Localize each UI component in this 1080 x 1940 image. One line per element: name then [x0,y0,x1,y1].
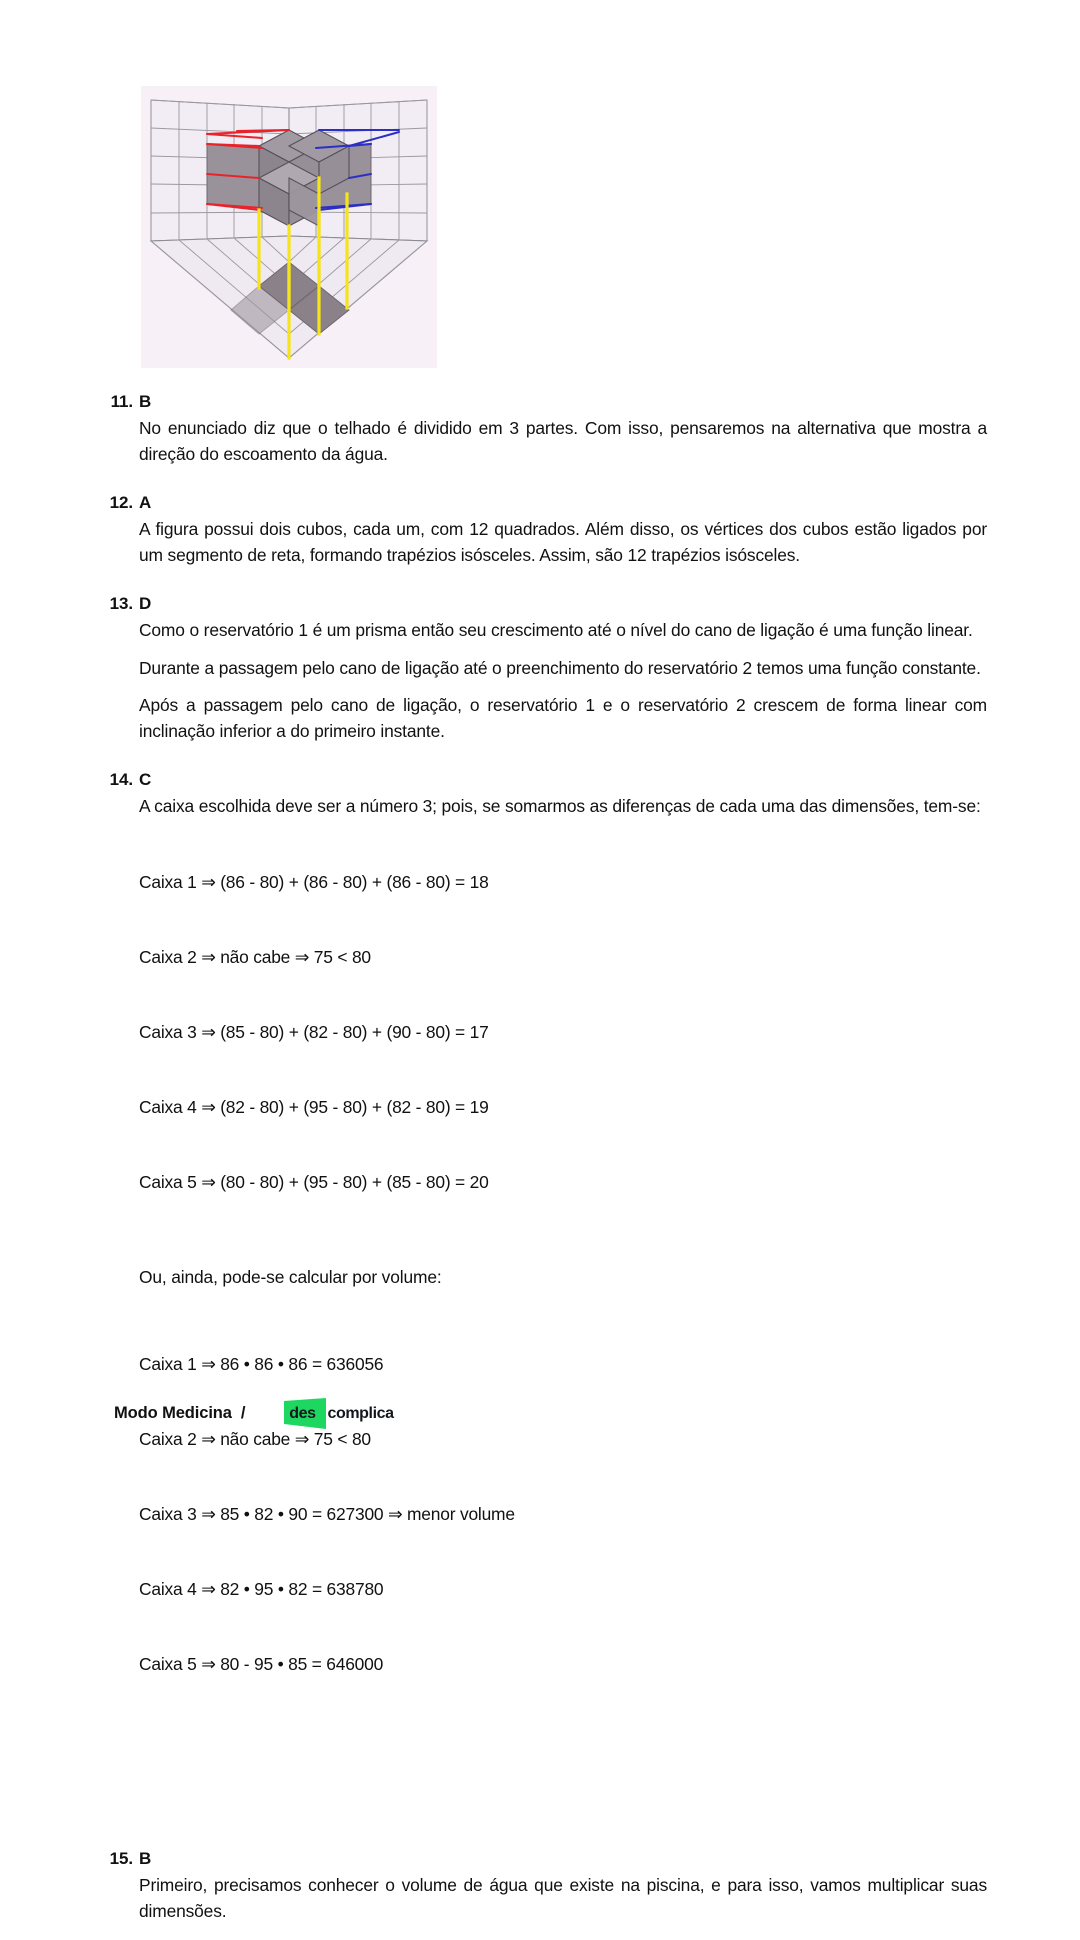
item-11-paragraph-1: No enunciado diz que o telhado é dividido em 3 partes. Com isso, pensaremos na alternativa que mostra a direção do escoamento da água. [139,418,987,464]
item-13-paragraph-1: Como o reservatório 1 é um prisma então seu crescimento até o nível do cano de ligação é uma função linear. [139,620,973,640]
item-11-number: 11. [110,392,133,411]
item-12-paragraph-1: A figura possui dois cubos, cada um, com 12 quadrados. Além disso, os vértices dos cubos estão ligados por um segmento de reta, formando trapézios isósceles. Assim, são 12 trapézios isósceles. [139,519,987,565]
item-13-number: 13. [109,594,133,613]
item-11-answer-letter: B [139,392,152,411]
calc-line-vol-3: Caixa 3 ⇒ 85 • 82 • 90 = 627300 ⇒ menor volume [139,1504,515,1524]
answers-content [103,390,987,1940]
descomplica-logo-mark [274,1398,326,1429]
calc-line-vol-4: Caixa 4 ⇒ 82 • 95 • 82 = 638780 [139,1579,384,1599]
item-13-body [139,618,987,744]
calc-line-vol-1: Caixa 1 ⇒ 86 • 86 • 86 = 636056 [139,1354,384,1374]
item-13-paragraph-3: Após a passagem pelo cano de ligação, o reservatório 1 e o reservatório 2 crescem de forma linear com inclinação inferior a do primeiro instante. [139,695,987,741]
footer-brand-label: Modo Medicina [114,1404,232,1422]
answer-item-15 [103,1847,987,1924]
calc-line-vol-5: Caixa 5 ⇒ 80 - 95 • 85 = 646000 [139,1654,384,1674]
item-14-volume-intro: Ou, ainda, pode-se calcular por volume: [139,1266,442,1287]
item-11-header [103,390,987,414]
item-12-header [103,491,987,515]
item-15-paragraph-1: Primeiro, precisamos conhecer o volume de água que existe na piscina, e para isso, vamos multiplicar suas dimensões. [139,1875,987,1921]
item-13-header [103,592,987,616]
item-15-number: 15. [109,1849,133,1868]
calc-line-sum-1: Caixa 1 ⇒ (86 - 80) + (86 - 80) + (86 - 80) = 18 [139,871,489,892]
item-14-number: 14. [109,770,133,789]
answer-item-13 [103,592,987,744]
item-14-volume-calculations [139,1302,987,1727]
item-13-paragraph-2: Durante a passagem pelo cano de ligação até o preenchimento do reservatório 2 temos uma função constante. [139,657,981,678]
item-14-header [103,768,987,792]
item-11-body [139,416,987,467]
item-15-answer-letter: B [139,1849,152,1868]
logo-des-text: des [289,1404,316,1422]
descomplica-logo [274,1398,393,1429]
logo-complica-text: complica [327,1404,394,1422]
item-15-body [139,1873,987,1924]
calc-line-vol-2: Caixa 2 ⇒ não cabe ⇒ 75 < 80 [139,1429,371,1449]
item-14-sum-calculations [139,820,987,1245]
answer-item-12 [103,491,987,568]
item-14-body [139,794,987,1727]
item-14-intro: A caixa escolhida deve ser a número 3; pois, se somarmos as diferenças de cada uma das dimensões, tem-se: [139,796,981,816]
footer-separator: / [240,1404,246,1422]
answer-item-14 [103,768,987,1727]
item-12-body [139,517,987,568]
answer-item-11 [103,390,987,467]
item-14-answer-letter: C [139,770,152,789]
figure-svg [141,86,437,368]
item-12-answer-letter: A [139,493,152,512]
item-13-answer-letter: D [139,594,152,613]
section-spacer [103,1743,987,1847]
cubes-projection-figure [141,86,437,368]
calc-line-sum-2: Caixa 2 ⇒ não cabe ⇒ 75 < 80 [139,946,371,967]
calc-line-sum-3: Caixa 3 ⇒ (85 - 80) + (82 - 80) + (90 - 80) = 17 [139,1021,489,1042]
item-15-header [103,1847,987,1871]
calc-line-sum-4: Caixa 4 ⇒ (82 - 80) + (95 - 80) + (82 - 80) = 19 [139,1096,489,1117]
calc-line-sum-5: Caixa 5 ⇒ (80 - 80) + (95 - 80) + (85 - 80) = 20 [139,1171,489,1192]
item-12-number: 12. [109,493,133,512]
page-footer [114,1398,394,1429]
